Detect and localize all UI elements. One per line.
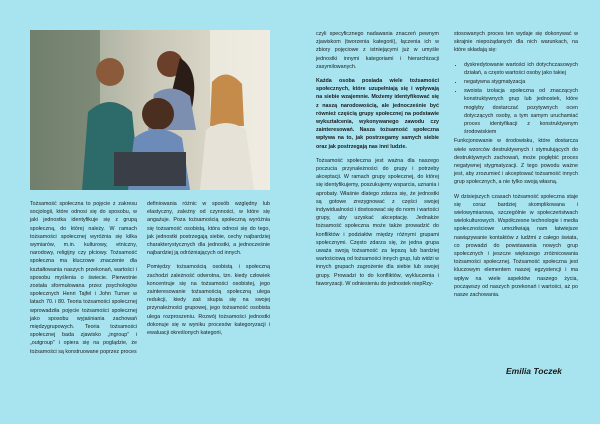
paragraph: stosowanych proces ten wydaje się dokonywać w skrajnie niepożądanych dla nich warunkach, na które składają się:: [454, 31, 578, 54]
author-signature: Emilia Toczek: [506, 366, 562, 376]
paragraph: definiowania różnic w sposób względny lub elastyczny, zależny od czynności, w które się angażuje. Poza tożsamością społeczną wyróżnia się tożsamość osobistą, która odnosi się do tego, jak jednostki postrzegają siebie, cechy najbardziej charakterystycznych dla jednostki, a jednocześnie najbardziej ją odróżniających od innych.: [147, 201, 270, 257]
paragraph: Pomiędzy tożsamością osobistą i społeczną zachodzi zależność odwrotna, tzn. kiedy człowiek koncentruje się na tożsamości osobistej, jego zainteresowanie tożsamością społeczną ulega redukcji, kiedy zaś skupia się na swojej przynależności grupowej, jego tożsamość osobista ulega rozproszeniu. Rozwój tożsamości jednostki dokonuje się w wyniku procesów kategoryzacji i ewaluacji określonych kategorii,: [147, 264, 270, 337]
list-item: • dyskredytowanie wartości ich dotychczasowych działań, a często wartości osoby jako takiej: [464, 61, 578, 77]
group-photo-illustration: [30, 30, 270, 190]
text-column-3: [316, 30, 439, 294]
text-column-4: [454, 30, 578, 305]
paragraph: Funkcjonowanie w środowisku, które dostarcza wiele wzorców destruktywnych i stymulujących do destruktywnych zachowań, może pogłębić proces negatywnej stygmatyzacji. Z tego powodu ważne jest, aby zrozumieć i akceptować tożsamość innych grup społecznych, a nie tylko swoją własną.: [454, 138, 578, 186]
text-column-2: [147, 200, 270, 343]
list-item: • swoista izolacja społeczna od znaczących konstruktywnych grup lub jednostek, które mogłyby dostarczać pozytywnych ocen dotyczących osoby, a tym samym uruchamiać proces identyfikacji z konstruktywnym środowiskiem: [464, 87, 578, 136]
bullet-list: [454, 61, 578, 137]
group-photo: [30, 30, 270, 190]
paragraph: Tożsamość społeczna jest ważna dla naszego poczucia przynależności do grupy i potrzeby akceptacji. W ramach grupy społecznej, do której się identyfikujemy, poszukujemy wsparcia, uznania i aprobaty. Właśnie dlatego zdarza się, że jednostki są gotowe zrezygnować z części swojej indywidualności i dostosować się do norm i wartości grupy, aby uzyskać akceptację. Jednakże tożsamość społeczna może także prowadzić do konfliktów i podziałów między różnymi grupami społecznymi. Często zdarza się, że jedna grupa uważa swoją tożsamość za lepszą lub bardziej wartościową od tożsamości innych grup, lub widzi w innych grupach zagrożenie dla siebie lub swojej grupy. Prowadzi to do konfliktów, wykluczenia i faworyzacji. W odniesieniu do jednostek niepRzy-: [316, 157, 439, 287]
paragraph: W dzisiejszych czasach tożsamość społeczna staje się coraz bardziej skomplikowana i wielowymiarowa, szczególnie w społeczeństwach wielokulturowych. Współczesne technologie i media społecznościowe umożliwiają nam łatwiejsze nawiązywanie kontaktów z ludźmi z całego świata, co prowadzi do powstawania nowych grup społecznych i jeszcze większego zróżnicowania tożsamości społecznej. Tożsamość społeczna jest kluczowym elementem naszej egzystencji i ma wpływ na wiele aspektów naszego życia, począwszy od naszych przekonań i wartości, aż po nasze zachowania.: [454, 193, 578, 299]
list-item: • negatywna stygmatyzacja: [464, 78, 578, 86]
paragraph: czyli specyficznego nadawania znaczeń pewnym zjawiskom (tworzenia kategorii), łączenia ich w zbiory pojęciowe z istniejącymi już w umyśle jednostki innymi kategoriami i hierarchizacji zasymilowanych.: [316, 31, 439, 70]
text-column-1: [30, 200, 137, 362]
paragraph: Tożsamość społeczna to pojęcie z zakresu socjologii, które odnosi się do sposobu, w jaki jednostka identyfikuje się z grupą społeczną, do której należy. W ramach tożsamości społecznej wyróżnia się kilka wymiarów, m.in. kulturowy, etniczny, narodowy, religijny czy płciowy. Tożsamość społeczna ma kluczowe znaczenie dla kształtowania naszych przekonań, wartości i sposobu myślenia o świecie. Pierwotnie została sformułowana przez psychologów społecznych Henri Tajfel i John Turner w latach 70. i 80. Teoria tożsamości społecznej wprowadziła pojęcie tożsamości społecznej jako sposobu wyjaśniania zachowań międzygrupowych. Teoria tożsamości społecznej bada zjawisko „ingroup” i „outgroup” i opiera się na poglądzie, że tożsamości są konstruowane poprzez proces: [30, 201, 137, 355]
paragraph: Każda osoba posiada wiele tożsamości społecznych, które uzupełniają się i wpływają na siebie wzajemnie. Możemy identyfikować się z naszą narodowością, ale jednocześnie być również częścią grupy społecznej na podstawie wykształcenia, wykonywanego zawodu czy zainteresowań. Nasza tożsamość społeczna wpływa na to, jak postrzegamy samych siebie oraz jak postrzegają nas inni ludzie.: [316, 78, 439, 150]
